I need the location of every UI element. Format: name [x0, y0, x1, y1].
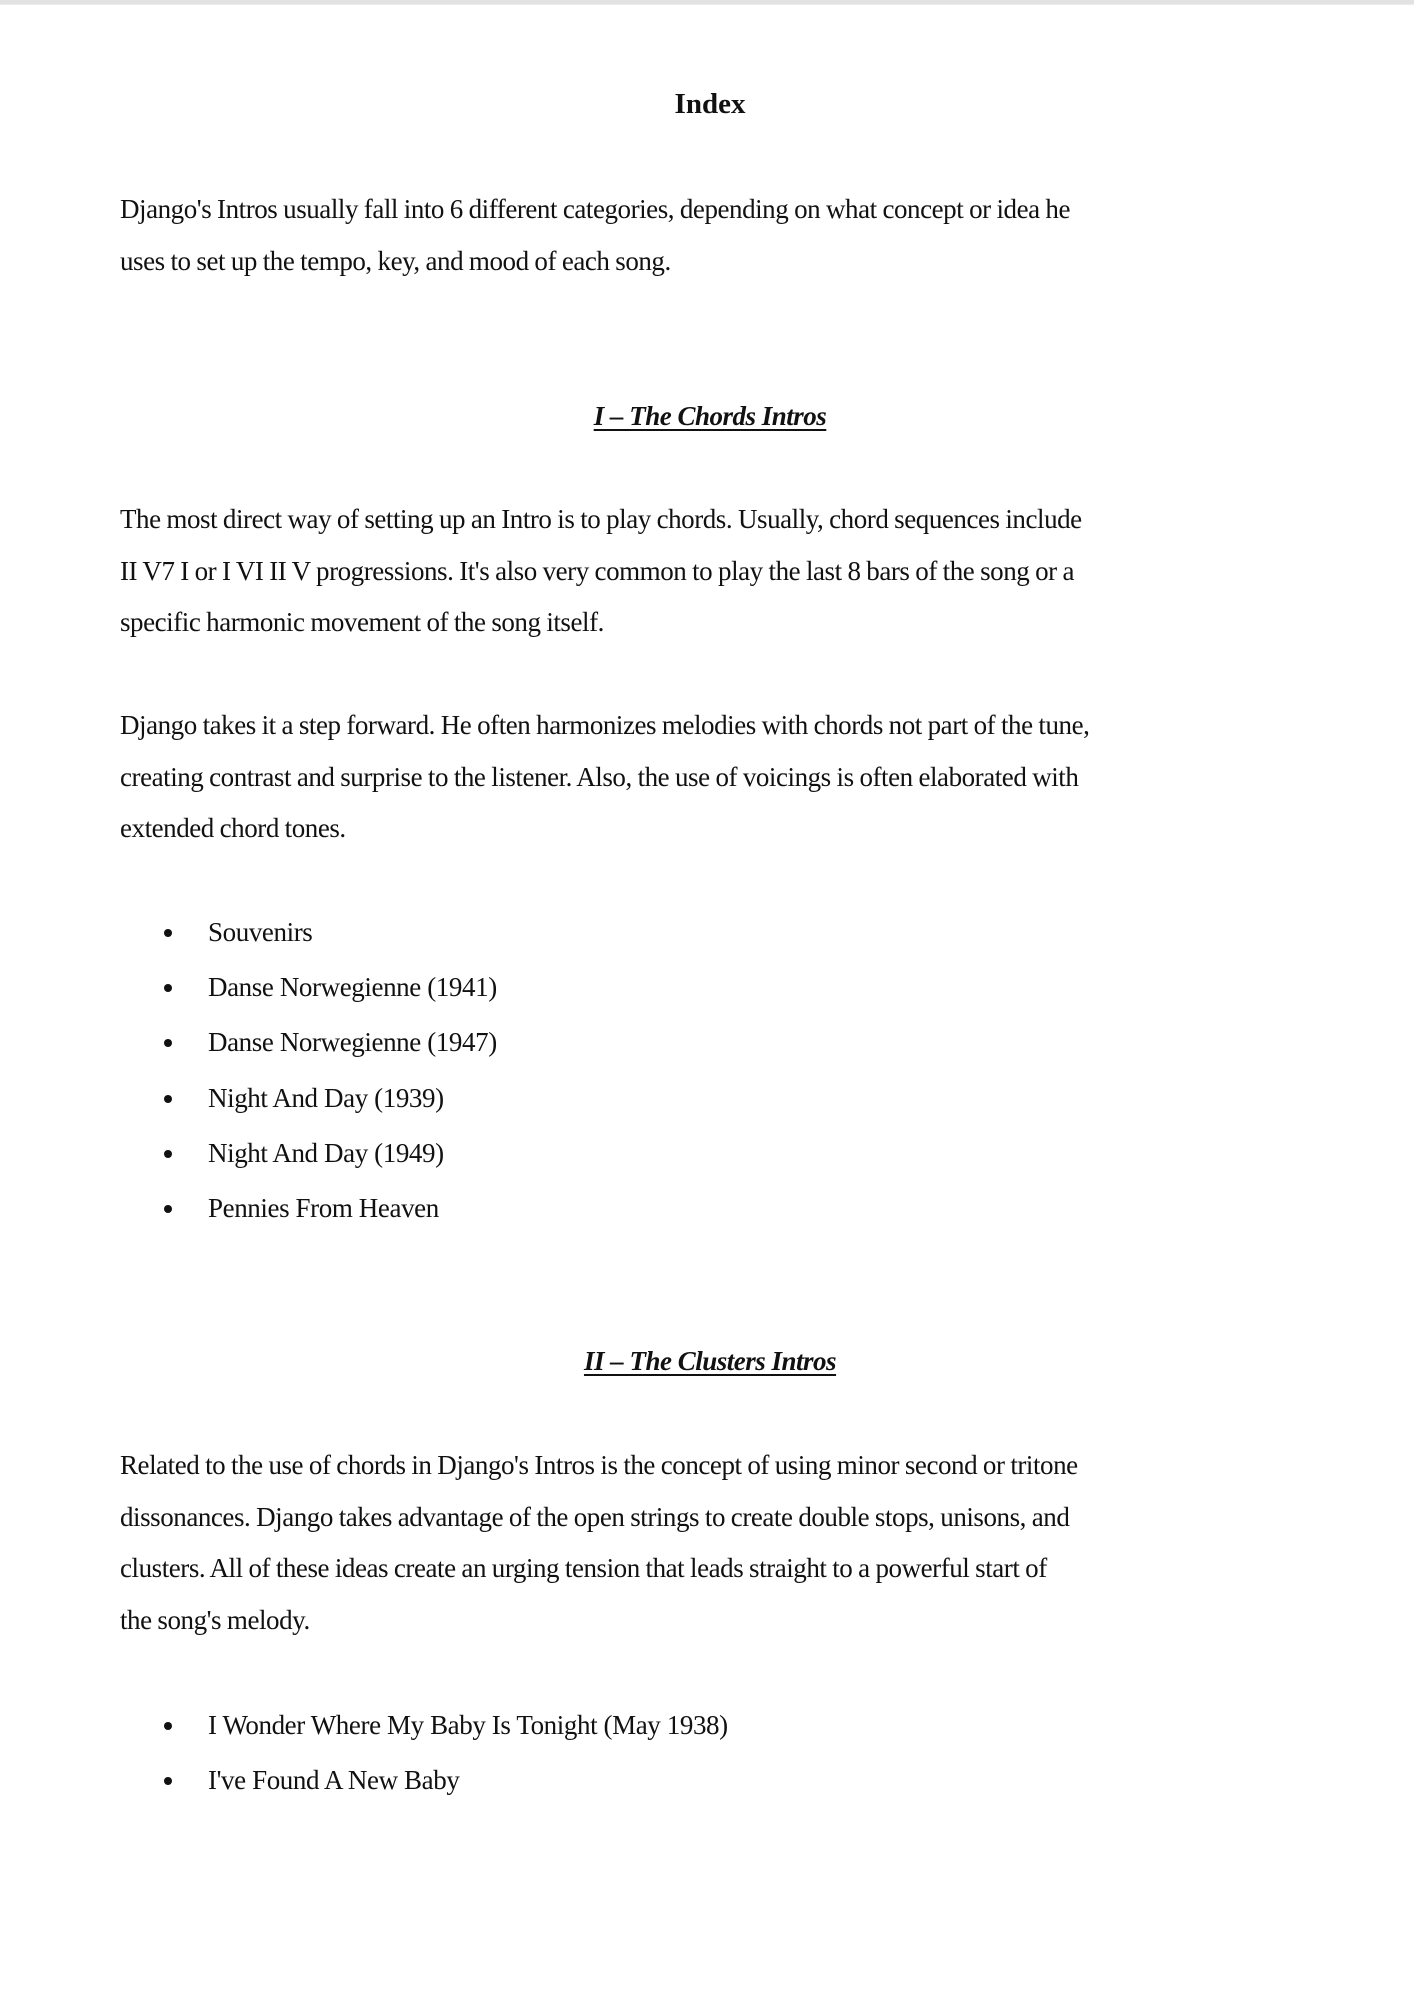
song-title: Danse Norwegienne (1947) — [208, 1027, 497, 1058]
song-title: Pennies From Heaven — [208, 1192, 439, 1223]
bullet-icon — [164, 1150, 172, 1158]
text-line: extended chord tones. — [120, 813, 346, 843]
page-title: Index — [674, 88, 746, 120]
bullet-icon — [164, 1777, 172, 1785]
bullet-icon — [164, 929, 172, 937]
song-title: Night And Day (1949) — [208, 1137, 444, 1168]
bullet-icon — [164, 1205, 172, 1213]
song-title: I've Found A New Baby — [208, 1765, 460, 1796]
bullet-icon — [164, 984, 172, 992]
text-line: Django's Intros usually fall into 6 different categories, depending on what concept or idea he — [120, 194, 1071, 224]
text-line: uses to set up the tempo, key, and mood of each song. — [120, 245, 671, 276]
text-line: The most direct way of setting up an Intro is to play chords. Usually, chord sequences include — [120, 504, 1082, 534]
section-heading-clusters-intros: II – The Clusters Intros — [583, 1346, 837, 1376]
window-top-edge — [0, 0, 1414, 5]
text-line: Related to the use of chords in Django's Intros is the concept of using minor second or tritone — [120, 1450, 1078, 1480]
text-line: creating contrast and surprise to the listener. Also, the use of voicings is often elaborated with — [120, 761, 1079, 792]
text-line: clusters. All of these ideas create an urging tension that leads straight to a powerful start of — [120, 1553, 1047, 1583]
bullet-icon — [164, 1722, 172, 1730]
song-title: Danse Norwegienne (1941) — [208, 972, 497, 1003]
text-line: II V7 I or I VI II V progressions. It's also very common to play the last 8 bars of the song or a — [120, 555, 1075, 586]
song-title: Night And Day (1939) — [208, 1082, 444, 1113]
bullet-icon — [164, 1039, 172, 1047]
text-line: Django takes it a step forward. He often harmonizes melodies with chords not part of the tune, — [120, 710, 1090, 740]
section-heading-chords-intros: I – The Chords Intros — [593, 401, 827, 431]
song-title: Souvenirs — [208, 917, 313, 947]
text-line: dissonances. Django takes advantage of the open strings to create double stops, unisons, and — [120, 1501, 1070, 1532]
chords-paragraph-2 — [120, 700, 1300, 855]
text-line: the song's melody. — [120, 1604, 310, 1635]
text-line: specific harmonic movement of the song itself. — [120, 607, 604, 637]
clusters-paragraph — [120, 1440, 1300, 1646]
intro-paragraph — [120, 184, 1300, 287]
bullet-icon — [164, 1095, 172, 1103]
chords-paragraph-1 — [120, 494, 1300, 649]
song-title: I Wonder Where My Baby Is Tonight (May 1938) — [208, 1710, 728, 1740]
